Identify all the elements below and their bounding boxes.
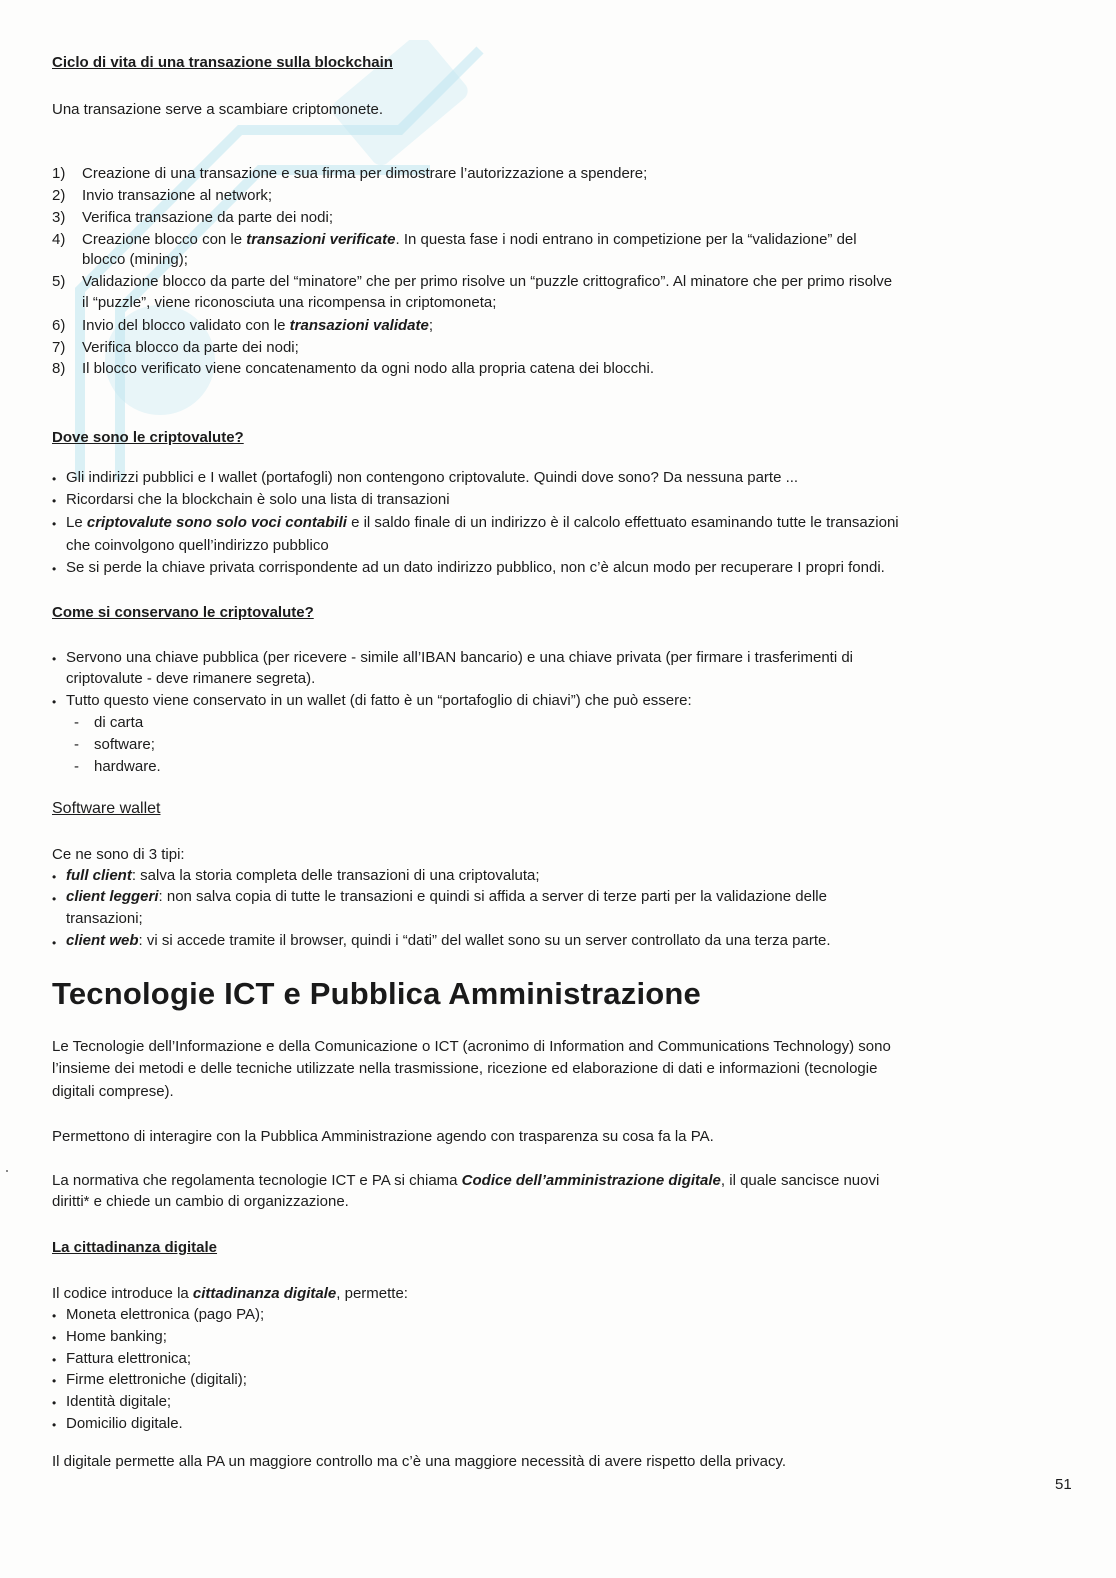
step-text: Verifica blocco da parte dei nodi;	[82, 339, 299, 356]
list-item: Servono una chiave pubblica (per ricevere - simile all’IBAN bancario) e una chiave privata (per firmare i trasferimenti di	[66, 649, 854, 666]
step-text: Invio transazione al network;	[82, 187, 273, 204]
step-number: 6)	[52, 317, 66, 334]
list-item: Gli indirizzi pubblici e I wallet (portafogli) non contengono criptovalute. Quindi dove sono? Da nessuna parte ...	[66, 469, 799, 486]
bullet-icon: •	[52, 652, 57, 666]
emphasis: criptovalute sono solo voci contabili	[86, 514, 347, 531]
section-intro: Una transazione serve a scambiare criptomonete.	[52, 101, 383, 118]
section-intro: Il codice introduce la cittadinanza digitale, permette:	[52, 1285, 408, 1302]
bullet-icon: •	[52, 1331, 57, 1345]
section-title-transaction-lifecycle: Ciclo di vita di una transazione sulla blockchain	[52, 54, 393, 71]
section-intro: Ce ne sono di 3 tipi:	[52, 846, 185, 863]
bullet-icon: •	[52, 936, 57, 950]
paragraph-line: l’insieme dei metodi e delle tecniche utilizzate nella trasmissione, ricezione ed elaborazione di dati e informazioni (tecnologie	[52, 1060, 878, 1077]
emphasis: transazioni verificate	[246, 231, 396, 248]
bullet-icon: •	[52, 517, 57, 531]
list-item-continued: transazioni;	[66, 910, 143, 927]
emphasis: transazioni validate	[289, 317, 429, 334]
bullet-icon: •	[52, 695, 57, 709]
bullet-icon: •	[52, 1374, 57, 1388]
paragraph-line: digitali comprese).	[52, 1083, 174, 1100]
dash-icon: -	[74, 714, 79, 731]
emphasis: Codice dell’amministrazione digitale	[461, 1172, 721, 1189]
emphasis: cittadinanza digitale	[192, 1285, 337, 1302]
step-text: Creazione di una transazione e sua firma per dimostrare l’autorizzazione a spendere;	[82, 165, 648, 182]
section-title-software-wallet: Software wallet	[52, 800, 161, 817]
step-text: Il blocco verificato viene concatenamento da ogni nodo alla propria catena dei blocchi.	[82, 360, 655, 377]
sub-list-item: di carta	[94, 714, 144, 731]
bullet-icon: •	[52, 1418, 57, 1432]
paragraph-continued: diritti* e chiede un cambio di organizzazione.	[52, 1193, 349, 1210]
list-item: full client: salva la storia completa delle transazioni di una criptovaluta;	[66, 867, 540, 884]
list-item: Firme elettroniche (digitali);	[66, 1371, 247, 1388]
step-number: 3)	[52, 209, 66, 226]
bullet-icon: •	[52, 1396, 57, 1410]
bullet-icon: •	[52, 1353, 57, 1367]
emphasis: client web	[66, 932, 139, 949]
step-number: 7)	[52, 339, 66, 356]
bullet-icon: •	[52, 494, 57, 508]
step-text: Validazione blocco da parte del “minatore” che per primo risolve un “puzzle crittografico”. Al minatore che per primo risolve	[82, 273, 893, 290]
scan-mark	[6, 1170, 8, 1172]
step-number: 2)	[52, 187, 66, 204]
dash-icon: -	[74, 736, 79, 753]
bullet-icon: •	[52, 1309, 57, 1323]
list-item: Ricordarsi che la blockchain è solo una lista di transazioni	[66, 491, 450, 508]
list-item: client web: vi si accede tramite il browser, quindi i “dati” del wallet sono su un server controllato da una terza parte.	[66, 932, 831, 949]
list-item: Tutto questo viene conservato in un wallet (di fatto è un “portafoglio di chiavi”) che può essere:	[66, 692, 692, 709]
section-title-where-are-cryptos: Dove sono le criptovalute?	[52, 429, 244, 446]
step-text-continued: il “puzzle”, viene riconosciuta una ricompensa in criptomoneta;	[82, 294, 497, 311]
step-number: 5)	[52, 273, 66, 290]
sub-list-item: software;	[94, 736, 155, 753]
list-item: client leggeri: non salva copia di tutte le transazioni e quindi si affida a server di terze parti per la validazione delle	[66, 888, 827, 905]
emphasis: full client	[66, 867, 132, 884]
step-number: 8)	[52, 360, 66, 377]
bullet-icon: •	[52, 870, 57, 884]
dash-icon: -	[74, 758, 79, 775]
section-title-digital-citizenship: La cittadinanza digitale	[52, 1239, 218, 1256]
bullet-icon: •	[52, 472, 57, 486]
section-title-how-to-store: Come si conservano le criptovalute?	[52, 604, 314, 621]
list-item: Se si perde la chiave privata corrispondente ad un dato indirizzo pubblico, non c’è alcun modo per recuperare I propri fondi.	[66, 559, 885, 576]
closing-paragraph: Il digitale permette alla PA un maggiore controllo ma c’è una maggiore necessità di avere rispetto della privacy.	[52, 1453, 786, 1470]
list-item: Identità digitale;	[66, 1393, 172, 1410]
bullet-icon: •	[52, 892, 57, 906]
list-item-continued: che coinvolgono quell’indirizzo pubblico	[66, 537, 329, 554]
list-item-continued: criptovalute - deve rimanere segreta).	[66, 670, 316, 687]
bullet-icon: •	[52, 562, 57, 576]
step-text: Creazione blocco con le transazioni verificate. In questa fase i nodi entrano in competizione per la “validazione” del	[82, 231, 857, 248]
step-text-continued: blocco (mining);	[82, 251, 188, 268]
paragraph: La normativa che regolamenta tecnologie ICT e PA si chiama Codice dell’amministrazione digitale, il quale sancisce nuovi	[52, 1172, 880, 1189]
list-item: Fattura elettronica;	[66, 1350, 192, 1367]
chapter-title: Tecnologie ICT e Pubblica Amministrazione	[52, 976, 701, 1011]
step-number: 4)	[52, 231, 66, 248]
step-text: Verifica transazione da parte dei nodi;	[82, 209, 333, 226]
paragraph: Permettono di interagire con la Pubblica Amministrazione agendo con trasparenza su cosa fa la PA.	[52, 1128, 714, 1145]
step-text: Invio del blocco validato con le transazioni validate;	[82, 317, 434, 334]
emphasis: client leggeri	[66, 888, 159, 905]
sub-list-item: hardware.	[94, 758, 161, 775]
step-number: 1)	[52, 165, 66, 182]
list-item: Le criptovalute sono solo voci contabili e il saldo finale di un indirizzo è il calcolo effettuato esaminando tutte le transazioni	[66, 514, 899, 531]
page-number: 51	[1055, 1476, 1072, 1493]
list-item: Moneta elettronica (pago PA);	[66, 1306, 265, 1323]
paragraph-line: Le Tecnologie dell’Informazione e della Comunicazione o ICT (acronimo di Information and Communications Technology) sono	[52, 1038, 891, 1055]
list-item: Home banking;	[66, 1328, 167, 1345]
list-item: Domicilio digitale.	[66, 1415, 183, 1432]
